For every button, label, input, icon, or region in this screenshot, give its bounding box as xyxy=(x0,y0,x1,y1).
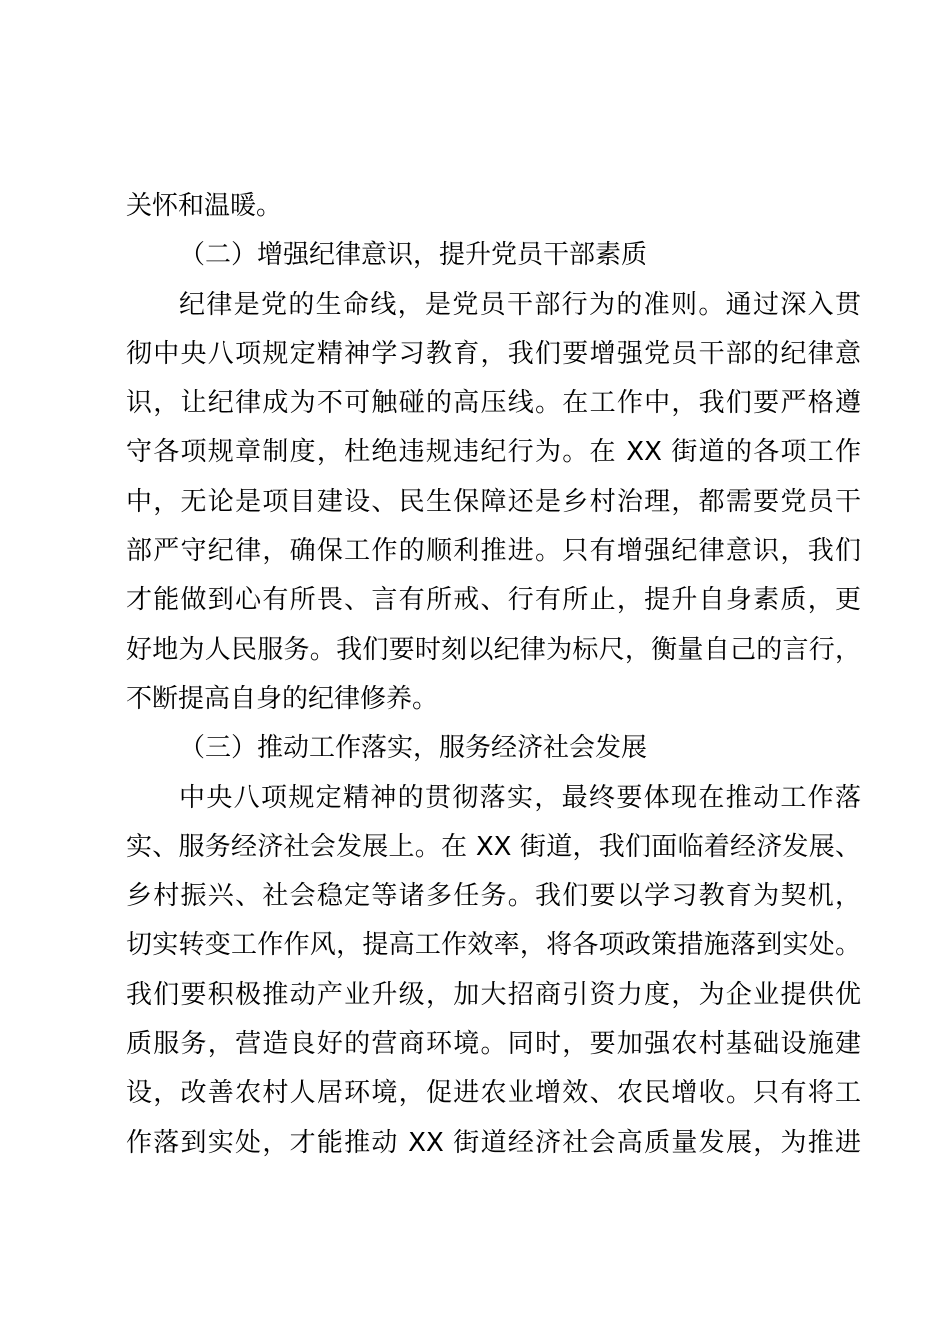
paragraph-line: 识，让纪律成为不可触碰的高压线。在工作中，我们要严格遵 xyxy=(126,388,861,419)
paragraph-line: 设，改善农村人居环境，促进农业增效、农民增收。只有将工 xyxy=(126,1078,861,1109)
paragraph-line: 部严守纪律，确保工作的顺利推进。只有增强纪律意识，我们 xyxy=(126,536,861,567)
paragraph-line: 好地为人民服务。我们要时刻以纪律为标尺，衡量自己的言行， xyxy=(126,634,861,665)
paragraph-line: 质服务，营造良好的营商环境。同时，要加强农村基础设施建 xyxy=(126,1029,861,1060)
paragraph-line: 才能做到心有所畏、言有所戒、行有所止，提升自身素质，更 xyxy=(126,585,861,616)
paragraph-line: 我们要积极推动产业升级，加大招商引资力度，为企业提供优 xyxy=(126,979,861,1010)
paragraph-line: 切实转变工作作风，提高工作效率，将各项政策措施落到实处。 xyxy=(126,930,861,961)
paragraph-line: 守各项规章制度，杜绝违规违纪行为。在 XX 街道的各项工作 xyxy=(126,437,861,468)
paragraph-line: 纪律是党的生命线，是党员干部行为的准则。通过深入贯 xyxy=(179,289,861,320)
paragraph-line: 中央八项规定精神的贯彻落实，最终要体现在推动工作落 xyxy=(179,782,861,813)
section-heading: （二）增强纪律意识，提升党员干部素质 xyxy=(179,240,648,271)
section-heading: （三）推动工作落实，服务经济社会发展 xyxy=(179,733,648,764)
paragraph-line: 关怀和温暖。 xyxy=(126,191,283,221)
body-text xyxy=(126,182,861,1168)
paragraph-line: 中，无论是项目建设、民生保障还是乡村治理，都需要党员干 xyxy=(126,486,861,517)
paragraph-line: 实、服务经济社会发展上。在 XX 街道，我们面临着经济发展、 xyxy=(126,831,861,862)
paragraph-line: 作落到实处，才能推动 XX 街道经济社会高质量发展，为推进 xyxy=(126,1127,861,1158)
paragraph-line: 彻中央八项规定精神学习教育，我们要增强党员干部的纪律意 xyxy=(126,338,861,369)
paragraph-line: 不断提高自身的纪律修养。 xyxy=(126,683,439,714)
paragraph-line: 乡村振兴、社会稳定等诸多任务。我们要以学习教育为契机， xyxy=(126,881,861,912)
